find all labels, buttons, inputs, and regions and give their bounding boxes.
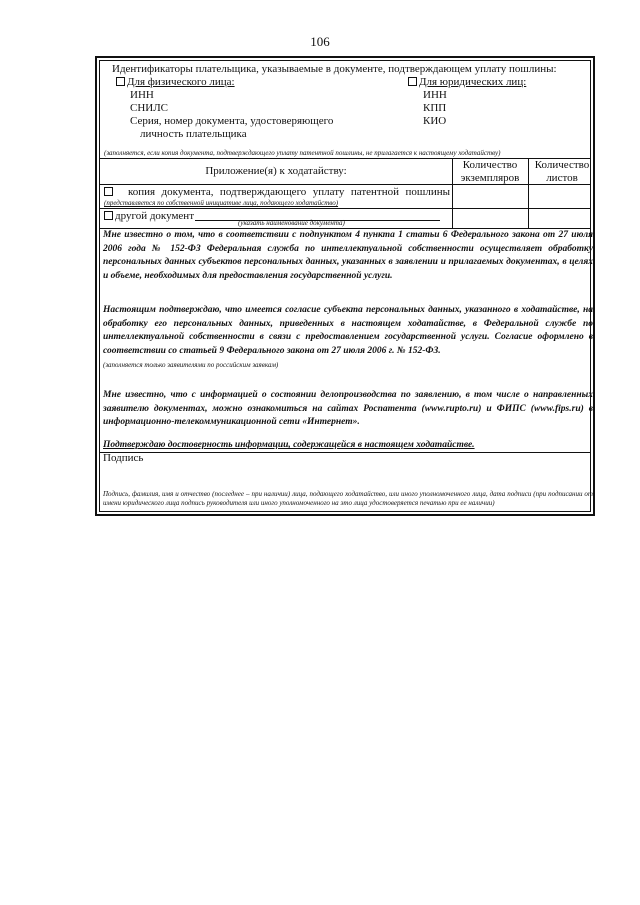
payer-title: Идентификаторы плательщика, указываемые в документе, подтверждающем уплату пошлины: xyxy=(112,63,557,75)
divider xyxy=(100,208,590,209)
legal-field-kpp: КПП xyxy=(423,102,447,114)
attachment-2-label: другой документ xyxy=(115,210,195,222)
attachment-row-2 xyxy=(104,210,194,223)
col-copies-line1: Количество xyxy=(462,159,518,171)
individual-field-inn: ИНН xyxy=(130,89,154,101)
attachment-2-checkbox[interactable] xyxy=(104,211,113,220)
legal-field-inn: ИНН xyxy=(423,89,447,101)
signature-label: Подпись xyxy=(103,452,144,464)
payer-note: (заполняется, если копия документа, подтверждающего уплату патентной пошлины, не прилагается к настоящему ходатайству) xyxy=(104,149,501,157)
attachment-row-1 xyxy=(104,186,450,199)
attachments-header: Приложение(я) к ходатайству: xyxy=(205,165,347,177)
col-copies-header xyxy=(452,159,528,185)
divider xyxy=(100,452,590,453)
attachment-1-label: копия документа, подтверждающего уплату патентной пошлины xyxy=(127,186,450,198)
statement-processing: Мне известно о том, что в соответствии с подпунктом 4 пункта 1 статьи 6 Федерального закона от 27 июля 2006 года № 152-ФЗ Федеральная служба по интеллектуальной собственности осуществляет обработку персональных данных субъектов персональных данных, указанных в заявлении и прилагаемых документах, в целях и объеме, необходимых для предоставления государственной услуги. xyxy=(103,230,593,281)
individual-field-doc: Серия, номер документа, удостоверяющего xyxy=(130,115,334,127)
signature-note: Подпись, фамилия, имя и отчество (последнее – при наличии) лица, подающего ходатайство, или иного уполномоченного лица, дата подписи (при подписании от имени юридического лица подпись руководителя или иного уполномоченного на это лица удостоверяется печатью при ее наличии) xyxy=(103,490,593,507)
divider xyxy=(100,184,590,185)
form-frame xyxy=(95,56,595,516)
legal-field-kio: КИО xyxy=(423,115,447,127)
attachment-1-checkbox[interactable] xyxy=(104,187,113,196)
legal-label: Для юридических лиц: xyxy=(419,76,527,88)
individual-field-doc-2: личность плательщика xyxy=(140,128,247,140)
legal-checkbox[interactable] xyxy=(408,77,417,86)
form-inner-frame xyxy=(99,60,591,512)
individual-checkbox[interactable] xyxy=(116,77,125,86)
legal-block xyxy=(408,76,526,89)
statement-information: Мне известно, что с информацией о состоянии делопроизводства по заявлению, в том числе о направленных заявителю документах, можно ознакомиться на сайтах Роспатента (www.rupto.ru) и ФИПС (www.fips.ru) в информационно-телекоммуникационной сети «Интернет». xyxy=(103,390,593,428)
page-number: 106 xyxy=(310,34,330,49)
attachment-1-note: (представляется по собственной инициативе лица, подающего ходатайство) xyxy=(104,199,339,207)
col-sheets-line1: Количество xyxy=(534,159,590,171)
col-sheets-header xyxy=(528,159,596,185)
attachment-2-note: (указать наименование документа) xyxy=(238,219,345,227)
statement-confirmation: Подтверждаю достоверность информации, содержащейся в настоящем ходатайстве. xyxy=(103,440,475,450)
individual-label: Для физического лица: xyxy=(127,76,235,88)
col-sheets-line2: листов xyxy=(546,172,578,184)
individual-block xyxy=(116,76,235,89)
col-copies-line2: экземпляров xyxy=(460,172,520,184)
individual-field-snils: СНИЛС xyxy=(130,102,169,114)
statement-consent: Настоящим подтверждаю, что имеется согласие субъекта персональных данных, указанного в ходатайстве, на обработку его персональных данных, приведенных в настоящем ходатайстве, в Федеральной службе по интеллектуальной собственности в связи с предоставлением государственной услуги. Согласие оформлено в соответствии со статьей 9 Федерального закона от 27 июля 2006 г. № 152-ФЗ. xyxy=(103,305,593,356)
consent-note: (заполняется только заявителями по российским заявкам) xyxy=(103,361,279,369)
